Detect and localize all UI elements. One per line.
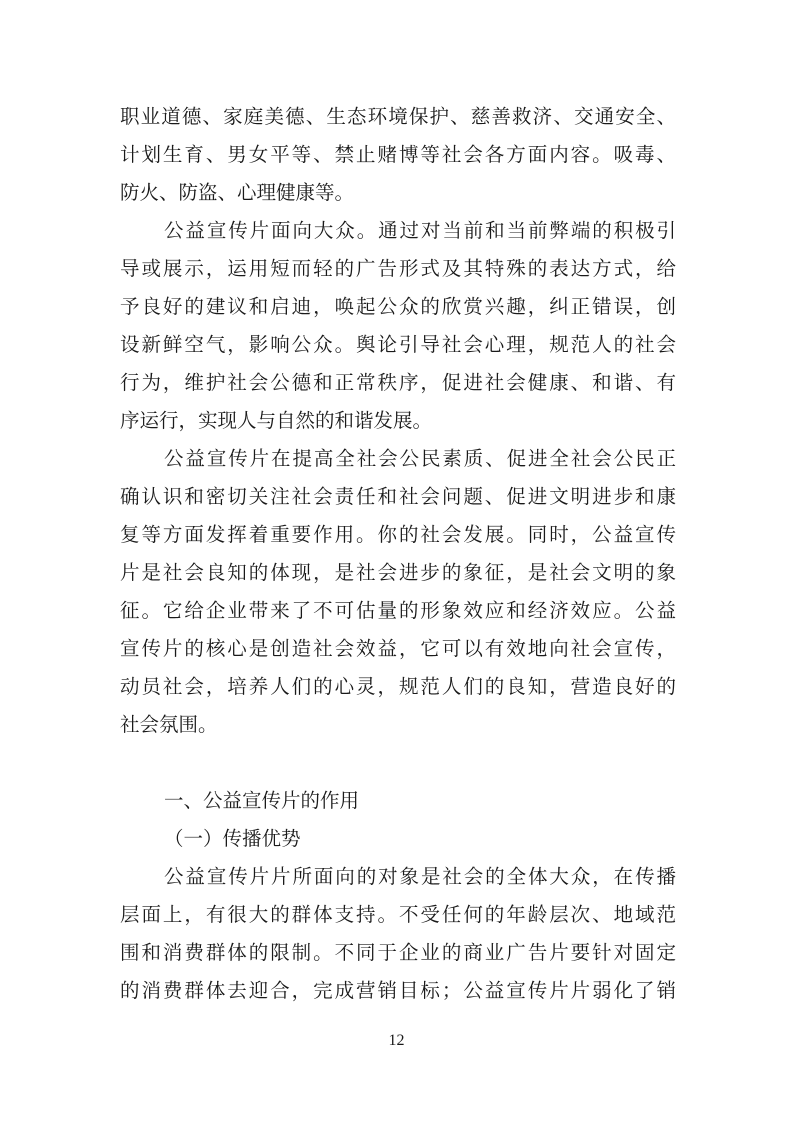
text-line: 动员社会，培养人们的心灵，规范人们的良知，营造良好的 [120,675,676,698]
text-line: 的消费群体去迎合，完成营销目标；公益宣传片片弱化了销 [120,979,676,1002]
text-line: 征。它给企业带来了不可估量的形象效应和经济效应。公益 [120,599,676,622]
text-line: 予良好的建议和启迪，唤起公众的欣赏兴趣，纠正错误，创 [120,295,676,318]
text-line: 防火、防盗、心理健康等。 [120,181,355,204]
text-line: 职业道德、家庭美德、生态环境保护、慈善救济、交通安全、 [120,105,676,128]
text-line: 行为，维护社会公德和正常秩序，促进社会健康、和谐、有 [120,371,676,394]
text-line: 层面上，有很大的群体支持。不受任何的年龄层次、地域范 [120,903,676,926]
paragraph-first-line: （一）传播优势 [164,827,301,850]
text-line: 宣传片的核心是创造社会效益，它可以有效地向社会宣传， [120,637,676,660]
paragraph-first-line: 公益宣传片在提高全社会公民素质、促进全社会公民正 [164,447,676,470]
text-line: 确认识和密切关注社会责任和社会问题、促进文明进步和康 [120,485,676,508]
blank-line [120,744,676,782]
text-line: 设新鲜空气，影响公众。舆论引导社会心理，规范人的社会 [120,333,676,356]
paragraph-first-line: 公益宣传片面向大众。通过对当前和当前弊端的积极引 [164,219,676,242]
text-line: 复等方面发挥着重要作用。你的社会发展。同时，公益宣传 [120,523,676,546]
text-line: 片是社会良知的体现，是社会进步的象征，是社会文明的象 [120,561,676,584]
paragraph-first-line: 公益宣传片片所面向的对象是社会的全体大众，在传播 [164,865,676,888]
text-line: 序运行，实现人与自然的和谐发展。 [120,409,433,432]
text-line: 围和消费群体的限制。不同于企业的商业广告片要针对固定 [120,941,676,964]
page-number: 12 [388,1032,405,1049]
paragraph-first-line: 一、公益宣传片的作用 [164,789,360,812]
document-body [120,98,676,1010]
text-line: 社会氛围。 [120,713,218,736]
text-line: 导或展示，运用短而轻的广告形式及其特殊的表达方式，给 [120,257,676,280]
text-line: 计划生育、男女平等、禁止赌博等社会各方面内容。吸毒、 [120,143,676,166]
